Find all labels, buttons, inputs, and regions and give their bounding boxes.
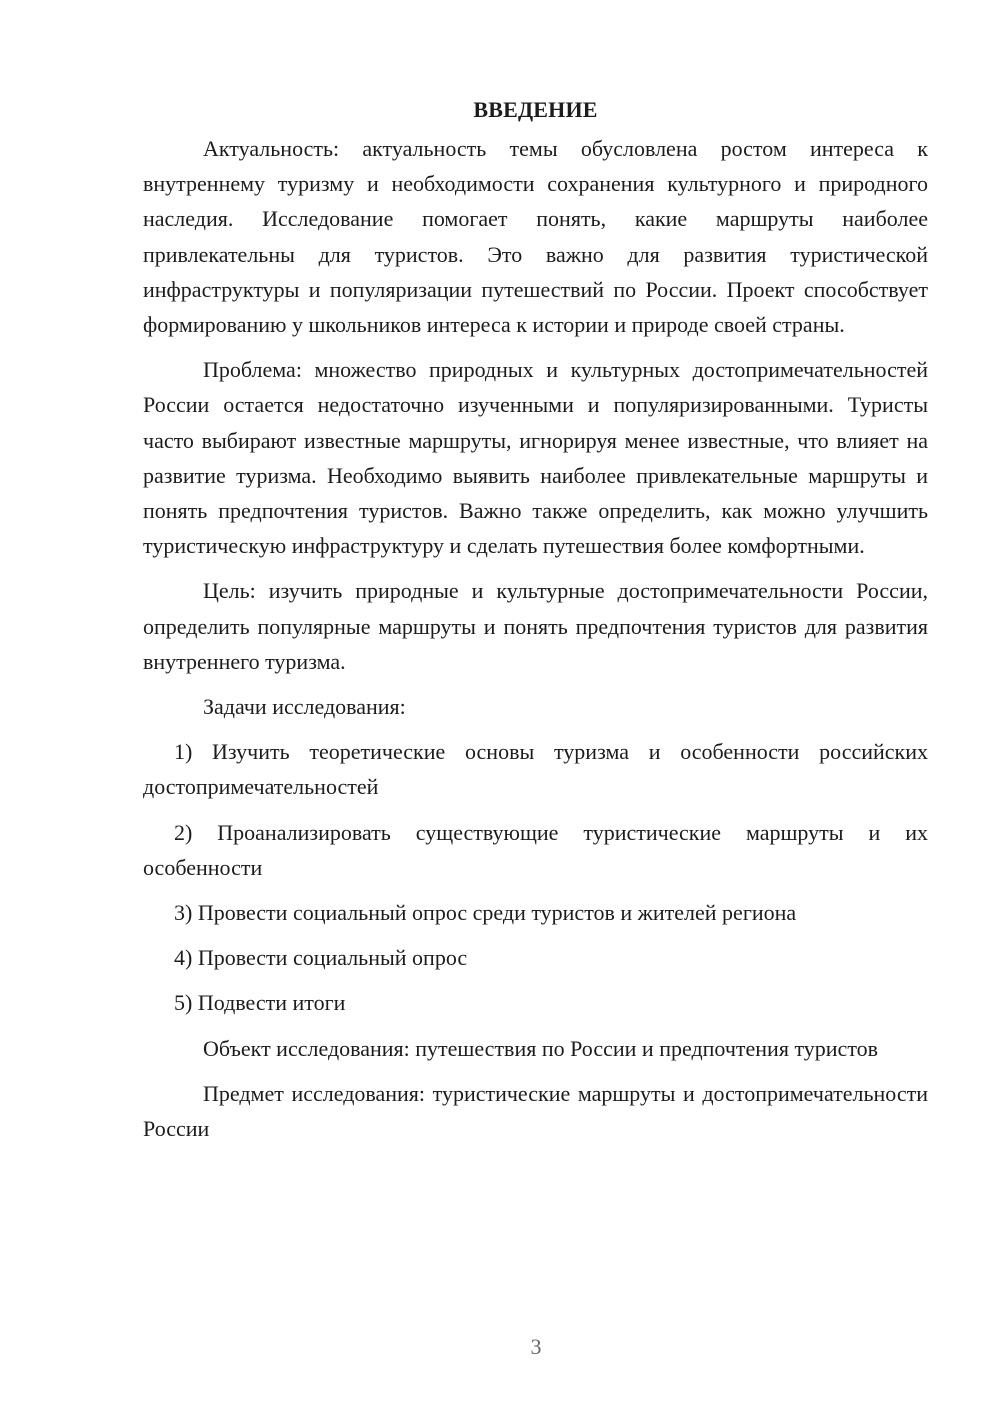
page-title: ВВЕДЕНИЕ [473, 97, 598, 122]
page-number: 3 [530, 1334, 542, 1359]
task-item: 3) Провести социальный опрос среди туристов и жителей региона [174, 900, 797, 926]
paragraph-relevance: Актуальность: актуальность темы обусловлена ростом интереса к внутреннему туризму и необходимости сохранения культурного и природного наследия. Исследование помогает понять, какие маршруты наиболее привлекательны для туристов. Это важно для развития туристической инфраструктуры и популяризации путешествий по России. Проект способствует формированию у школьников интереса к истории и природе своей страны. [143, 136, 928, 338]
paragraph-problem: Проблема: множество природных и культурных достопримечательностей России остается недостаточно изученными и популяризированными. Туристы часто выбирают известные маршруты, игнорируя менее известные, что влияет на развитие туризма. Необходимо выявить наиболее привлекательные маршруты и понять предпочтения туристов. Важно также определить, как можно улучшить туристическую инфраструктуру и сделать путешествия более комфортными. [143, 357, 928, 559]
task-item: 4) Провести социальный опрос [174, 945, 468, 971]
task-item: 5) Подвести итоги [174, 990, 346, 1016]
paragraph-object: Объект исследования: путешествия по России и предпочтения туристов [203, 1035, 879, 1061]
paragraph-goal: Цель: изучить природные и культурные достопримечательности России, определить популярные маршруты и понять предпочтения туристов для развития внутреннего туризма. [143, 578, 928, 674]
task-item: 2) Проанализировать существующие туристические маршруты и их особенности [143, 819, 928, 880]
paragraph-subject: Предмет исследования: туристические маршруты и достопримечательности России [143, 1080, 928, 1142]
task-item: 1) Изучить теоретические основы туризма и особенности российских достопримечательностей [143, 739, 928, 800]
document-page [143, 90, 928, 1156]
paragraph-tasks-heading: Задачи исследования: [203, 694, 406, 720]
